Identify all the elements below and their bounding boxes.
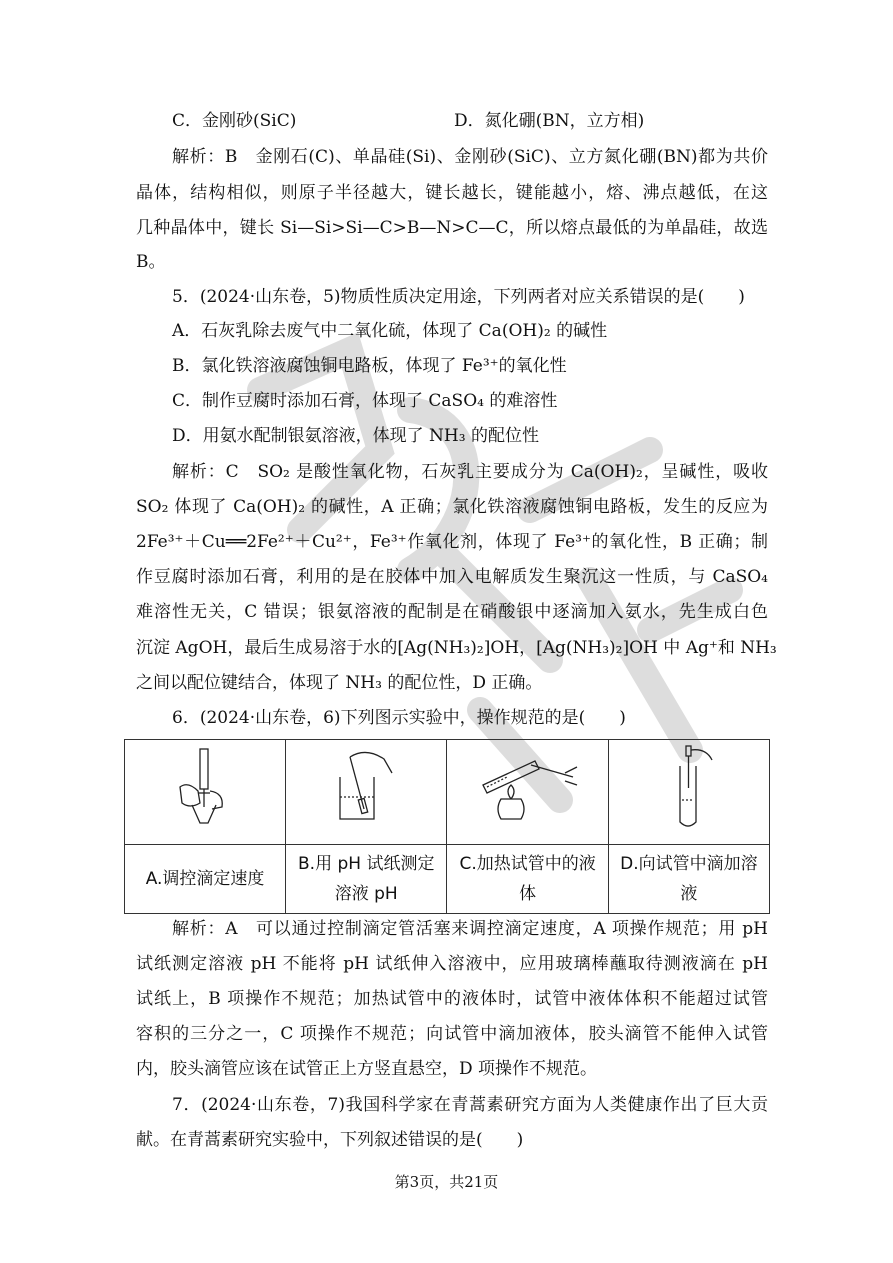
q6-stem: 6．(2024·山东卷，6)下列图示实验中，操作规范的是( ) xyxy=(172,708,626,728)
caption-d xyxy=(608,845,769,914)
q7-stem-line: 献。在青蒿素研究实验中，下列叙述错误的是( ) xyxy=(136,1130,524,1150)
q5-option-b: B．氯化铁溶液腐蚀铜电路板，体现了 Fe³⁺的氧化性 xyxy=(172,356,567,376)
figure-cell-b xyxy=(286,740,447,845)
figure-cell-d xyxy=(608,740,769,845)
experiment-table xyxy=(124,739,770,914)
q5-analysis-line: SO₂ 体现了 Ca(OH)₂ 的碱性，A 正确；氯化铁溶液腐蚀铜电路板，发生的反应为 xyxy=(136,497,768,517)
figure-cell-c xyxy=(447,740,609,845)
caption-line: D.向试管中滴加溶 xyxy=(620,854,758,874)
q4-option-d: D．氮化硼(BN，立方相) xyxy=(454,111,645,131)
q5-analysis-line: 之间以配位键结合，体现了 NH₃ 的配位性，D 正确。 xyxy=(136,673,543,693)
caption-a xyxy=(125,845,286,914)
q4-option-c: C．金刚砂(SiC) xyxy=(172,111,297,131)
titration-figure xyxy=(170,747,240,827)
q6-analysis-line: 内，胶头滴管应该在试管正上方竖直悬空，D 项操作不规范。 xyxy=(136,1059,598,1079)
q6-analysis-line: 解析：A 可以通过控制滴定管活塞来调控滴定速度，A 项操作规范；用 pH xyxy=(172,919,768,939)
ph-paper-figure xyxy=(326,747,406,827)
q5-analysis-line: 难溶性无关，C 错误；银氨溶液的配制是在硝酸银中逐滴加入氨水，先生成白色 xyxy=(136,602,768,622)
caption-line: 体 xyxy=(519,884,537,904)
q5-option-d: D．用氨水配制银氨溶液，体现了 NH₃ 的配位性 xyxy=(172,426,539,446)
caption-c xyxy=(447,845,609,914)
caption-line: B.用 pH 试纸测定 xyxy=(298,854,435,874)
caption-line: A.调控滴定速度 xyxy=(145,869,265,889)
figure-cell-a xyxy=(125,740,286,845)
caption-line: 液 xyxy=(680,884,698,904)
caption-line: 溶液 pH xyxy=(334,884,398,904)
q6-analysis-line: 试纸测定溶液 pH 不能将 pH 试纸伸入溶液中，应用玻璃棒蘸取待测液滴在 pH xyxy=(136,954,768,974)
q5-stem: 5．(2024·山东卷，5)物质性质决定用途，下列两者对应关系错误的是( ) xyxy=(172,287,745,307)
q6-analysis-line: 容积的三分之一，C 项操作不规范；向试管中滴加液体，胶头滴管不能伸入试管 xyxy=(136,1024,768,1044)
q5-option-a: A．石灰乳除去废气中二氧化硫，体现了 Ca(OH)₂ 的碱性 xyxy=(172,321,608,341)
q5-analysis-line: 解析：C SO₂ 是酸性氧化物，石灰乳主要成分为 Ca(OH)₂，呈碱性，吸收 xyxy=(172,462,768,482)
dropper-tube-figure xyxy=(654,742,724,832)
q4-analysis-line: B。 xyxy=(136,252,166,272)
q7-stem-line: 7．(2024·山东卷，7)我国科学家在青蒿素研究方面为人类健康作出了巨大贡 xyxy=(172,1095,768,1115)
q5-option-c: C．制作豆腐时添加石膏，体现了 CaSO₄ 的难溶性 xyxy=(172,391,558,411)
q5-analysis-line: 作豆腐时添加石膏，利用的是在胶体中加入电解质发生聚沉这一性质，与 CaSO₄ xyxy=(136,567,768,587)
q4-analysis-line: 解析：B 金刚石(C)、单晶硅(Si)、金刚砂(SiC)、立方氮化硼(BN)都为共价 xyxy=(172,147,768,167)
q5-analysis-line: 沉淀 AgOH，最后生成易溶于水的[Ag(NH₃)₂]OH，[Ag(NH₃)₂]OH 中 Ag⁺和 NH₃ xyxy=(136,638,777,658)
q4-analysis-line: 晶体，结构相似，则原子半径越大，键长越长，键能越小，熔、沸点越低，在这 xyxy=(136,183,768,203)
caption-line: C.加热试管中的液 xyxy=(459,854,596,874)
q4-analysis-line: 几种晶体中，键长 Si—Si>Si—C>B—N>C—C，所以熔点最低的为单晶硅，故选 xyxy=(136,218,768,238)
page-footer: 第3页，共21页 xyxy=(394,1173,499,1191)
q6-analysis-line: 试纸上，B 项操作不规范；加热试管中的液体时，试管中液体体积不能超过试管 xyxy=(136,989,768,1009)
heating-tube-figure xyxy=(473,747,583,827)
caption-b xyxy=(286,845,447,914)
q5-analysis-line: 2Fe³⁺＋Cu══2Fe²⁺＋Cu²⁺，Fe³⁺作氧化剂，体现了 Fe³⁺的氧化性，B 正确；制 xyxy=(136,532,768,552)
